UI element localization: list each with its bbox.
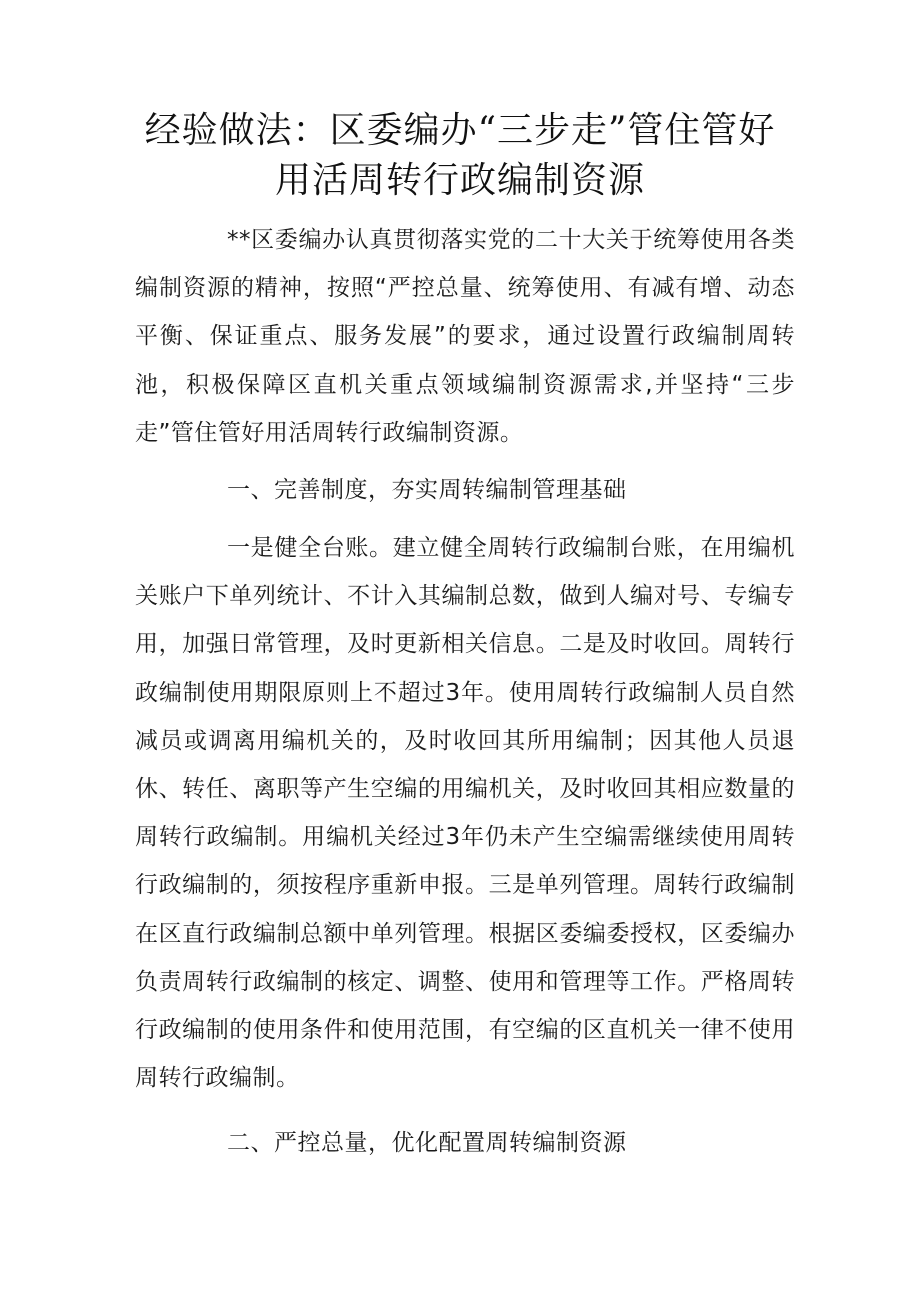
document-title-line-1: 经验做法：区委编办“三步走”管住管好 <box>144 110 776 151</box>
document-title-line-2: 用活周转行政编制资源 <box>274 160 645 201</box>
section-2-heading: 二、严控总量，优化配置周转编制资源 <box>227 1130 627 1156</box>
section-1-paragraph: 一是健全台账。建立健全周转行政编制台账，在用编机关账户下单列统计、不计入其编制总数，做到人编对号、专编专用，加强日常管理，及时更新相关信息。二是及时收回。周转行政编制使用期限原则上不超过3年。使用周转行政编制人员自然减员或调离用编机关的，及时收回其所用编制；因其他人员退休、转任、离职等产生空编的用编机关，及时收回其相应数量的周转行政编制。用编机关经过3年仍未产生空编需继续使用周转行政编制的，须按程序重新申报。三是单列管理。周转行政编制在区直行政编制总额中单列管理。根据区委编委授权，区委编办负责周转行政编制的核定、调整、使用和管理等工作。严格周转行政编制的使用条件和使用范围，有空编的区直机关一律不使用周转行政编制。 <box>135 535 795 1092</box>
intro-paragraph: **区委编办认真贯彻落实党的二十大关于统筹使用各类编制资源的精神，按照“严控总量、统筹使用、有减有增、动态平衡、保证重点、服务发展”的要求，通过设置行政编制周转池，积极保障区直机关重点领域编制资源需求,并坚持“三步走”管住管好用活周转行政编制资源。 <box>135 227 795 446</box>
section-1-heading: 一、完善制度，夯实周转编制管理基础 <box>227 477 627 503</box>
